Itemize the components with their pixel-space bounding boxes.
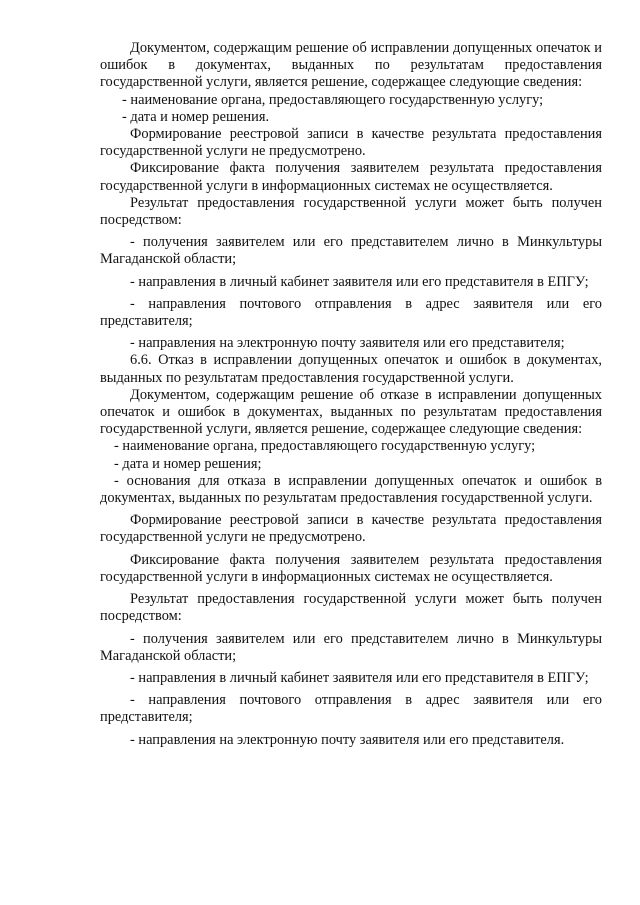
list-item: - дата и номер решения. (122, 108, 270, 125)
list-item: - направления в личный кабинет заявителя или его представителя в ЕПГУ; (130, 669, 589, 686)
paragraph: Фиксирование факта получения заявителем результата предоставления государственной услуги в информационных системах не осуществляется. (100, 160, 602, 194)
list-item: - наименование органа, предоставляющего государственную услугу; (122, 91, 544, 108)
list-item: - наименование органа, предоставляющего государственную услугу; (114, 438, 536, 455)
list-item: - получения заявителем или его представителем лично в Минкультуры Магаданской области; (100, 630, 602, 664)
list-item: - направления в личный кабинет заявителя или его представителя в ЕПГУ; (130, 273, 589, 290)
paragraph: Документом, содержащим решение об отказе в исправлении допущенных опечаток и ошибок в документах, выданных по результатам предоставления государственной услуги, является решение, содержащее следующие сведения: (100, 386, 602, 438)
section-heading: 6.6. Отказ в исправлении допущенных опечаток и ошибок в документах, выданных по результатам предоставления государственной услуги. (100, 352, 602, 386)
list-item: - дата и номер решения; (114, 455, 262, 472)
paragraph: Фиксирование факта получения заявителем результата предоставления государственной услуги в информационных системах не осуществляется. (100, 551, 602, 585)
document-body (100, 40, 602, 749)
paragraph: Формирование реестровой записи в качестве результата предоставления государственной услуги не предусмотрено. (100, 126, 602, 160)
list-item: - направления почтового отправления в адрес заявителя или его представителя; (100, 295, 602, 330)
list-item: - направления на электронную почту заявителя или его представителя. (130, 731, 565, 748)
paragraph: Формирование реестровой записи в качестве результата предоставления государственной услуги не предусмотрено. (100, 512, 602, 546)
list-item: - направления на электронную почту заявителя или его представителя; (130, 335, 565, 352)
paragraph: Результат предоставления государственной услуги может быть получен посредством: (100, 194, 602, 229)
paragraph: Документом, содержащим решение об исправлении допущенных опечаток и ошибок в документах, выданных по результатам предоставления государственной услуги, является решение, содержащее следующие сведения: (100, 40, 602, 91)
list-item: - получения заявителем или его представителем лично в Минкультуры Магаданской области; (100, 234, 602, 268)
paragraph: Результат предоставления государственной услуги может быть получен посредством: (100, 591, 602, 625)
list-item: - основания для отказа в исправлении допущенных опечаток и ошибок в документах, выданных по результатам предоставления государственной услуги. (100, 472, 602, 507)
list-item: - направления почтового отправления в адрес заявителя или его представителя; (100, 692, 602, 726)
